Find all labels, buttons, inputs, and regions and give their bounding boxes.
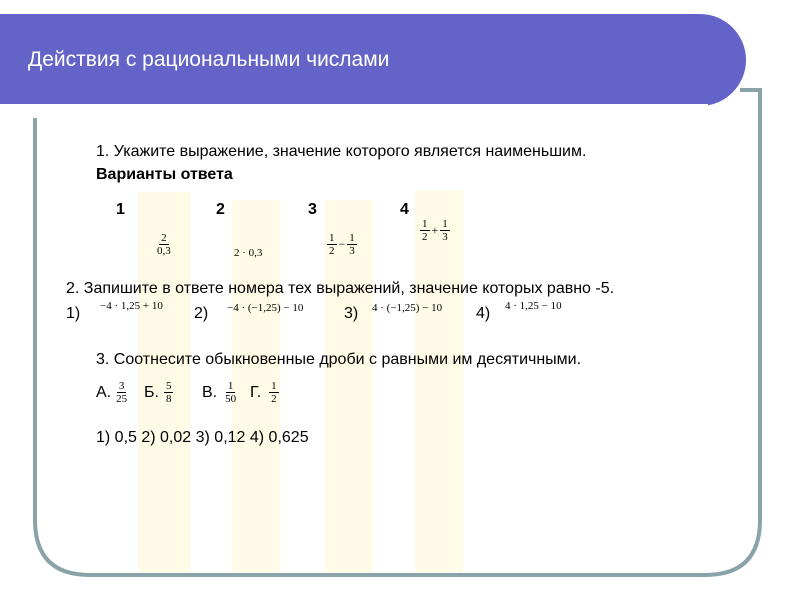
fraction-v — [202, 380, 238, 405]
option-4-b-numerator: 1 — [442, 218, 448, 230]
fraction-a-value — [114, 380, 129, 405]
option-number-2: 2 — [216, 201, 225, 218]
slide-title: Действия с рациональными числами — [28, 48, 390, 71]
option-3-fraction-a — [327, 232, 337, 257]
option-number-1: 1 — [116, 201, 125, 218]
question-3-text: 3. Соотнесите обыкновенные дроби с равными им десятичными. — [96, 351, 582, 368]
fraction-v-numerator: 1 — [227, 380, 234, 392]
fraction-v-value — [223, 380, 238, 405]
option-3-operator: − — [338, 237, 346, 251]
fraction-a-denominator: 25 — [116, 393, 128, 405]
fraction-a-label: А. — [96, 383, 112, 401]
q2-item-3-label: 3) — [344, 305, 359, 322]
decimal-options: 1) 0,5 2) 0,02 3) 0,12 4) 0,625 — [96, 429, 309, 446]
option-number-4: 4 — [400, 201, 409, 218]
question-1-text: 1. Укажите выражение, значение которого является наименьшим. — [96, 143, 587, 160]
fraction-a — [96, 380, 129, 405]
fraction-b-value — [164, 380, 174, 405]
fraction-v-label: В. — [202, 383, 218, 401]
q2-item-3-expression: 4 · (−1,25) − 10 — [372, 302, 443, 314]
fraction-b-denominator: 8 — [165, 393, 172, 405]
option-3-fraction-b — [347, 232, 357, 257]
banner-divider — [0, 104, 708, 108]
question-2-text: 2. Запишите в ответе номера тех выражений, значение которых равно -5. — [66, 280, 615, 297]
fraction-b-label: Б. — [144, 383, 159, 401]
option-number-3: 3 — [308, 201, 317, 218]
option-3-expression — [327, 232, 357, 257]
fraction-g-denominator: 2 — [271, 393, 277, 405]
highlight-column-4 — [415, 190, 463, 572]
q2-item-2-label: 2) — [194, 305, 209, 322]
option-2-expression: 2 · 0,3 — [234, 247, 263, 259]
option-3-b-denominator: 3 — [349, 245, 355, 257]
option-1-denominator: 0,3 — [157, 245, 171, 257]
fraction-g — [250, 380, 279, 405]
q2-item-1-expression: −4 · 1,25 + 10 — [100, 300, 163, 312]
q2-item-1-label: 1) — [66, 305, 81, 322]
answers-label: Варианты ответа — [96, 166, 233, 183]
option-4-operator: + — [431, 223, 439, 237]
q2-item-2-expression: −4 · (−1,25) − 10 — [227, 302, 304, 314]
fraction-a-numerator: 3 — [118, 380, 125, 392]
fraction-b — [144, 380, 173, 405]
option-4-a-numerator: 1 — [422, 218, 428, 230]
option-4-fraction-a — [420, 218, 430, 243]
fraction-g-value — [269, 380, 279, 405]
q2-item-4-label: 4) — [476, 305, 491, 322]
q2-item-4-expression: 4 · 1,25 − 10 — [505, 300, 562, 312]
option-3-a-numerator: 1 — [329, 232, 335, 244]
option-4-b-denominator: 3 — [442, 231, 448, 243]
option-4-fraction-b — [440, 218, 450, 243]
fraction-v-denominator: 50 — [225, 393, 237, 405]
option-3-b-numerator: 1 — [349, 232, 355, 244]
fraction-g-label: Г. — [250, 383, 262, 401]
fraction-g-numerator: 1 — [271, 380, 277, 392]
fraction-b-numerator: 5 — [165, 380, 172, 392]
option-1-fraction — [155, 232, 173, 257]
option-1-expression — [155, 232, 173, 257]
option-3-a-denominator: 2 — [329, 245, 335, 257]
option-4-expression — [420, 218, 450, 243]
option-1-numerator: 2 — [161, 232, 167, 244]
option-4-a-denominator: 2 — [422, 231, 428, 243]
